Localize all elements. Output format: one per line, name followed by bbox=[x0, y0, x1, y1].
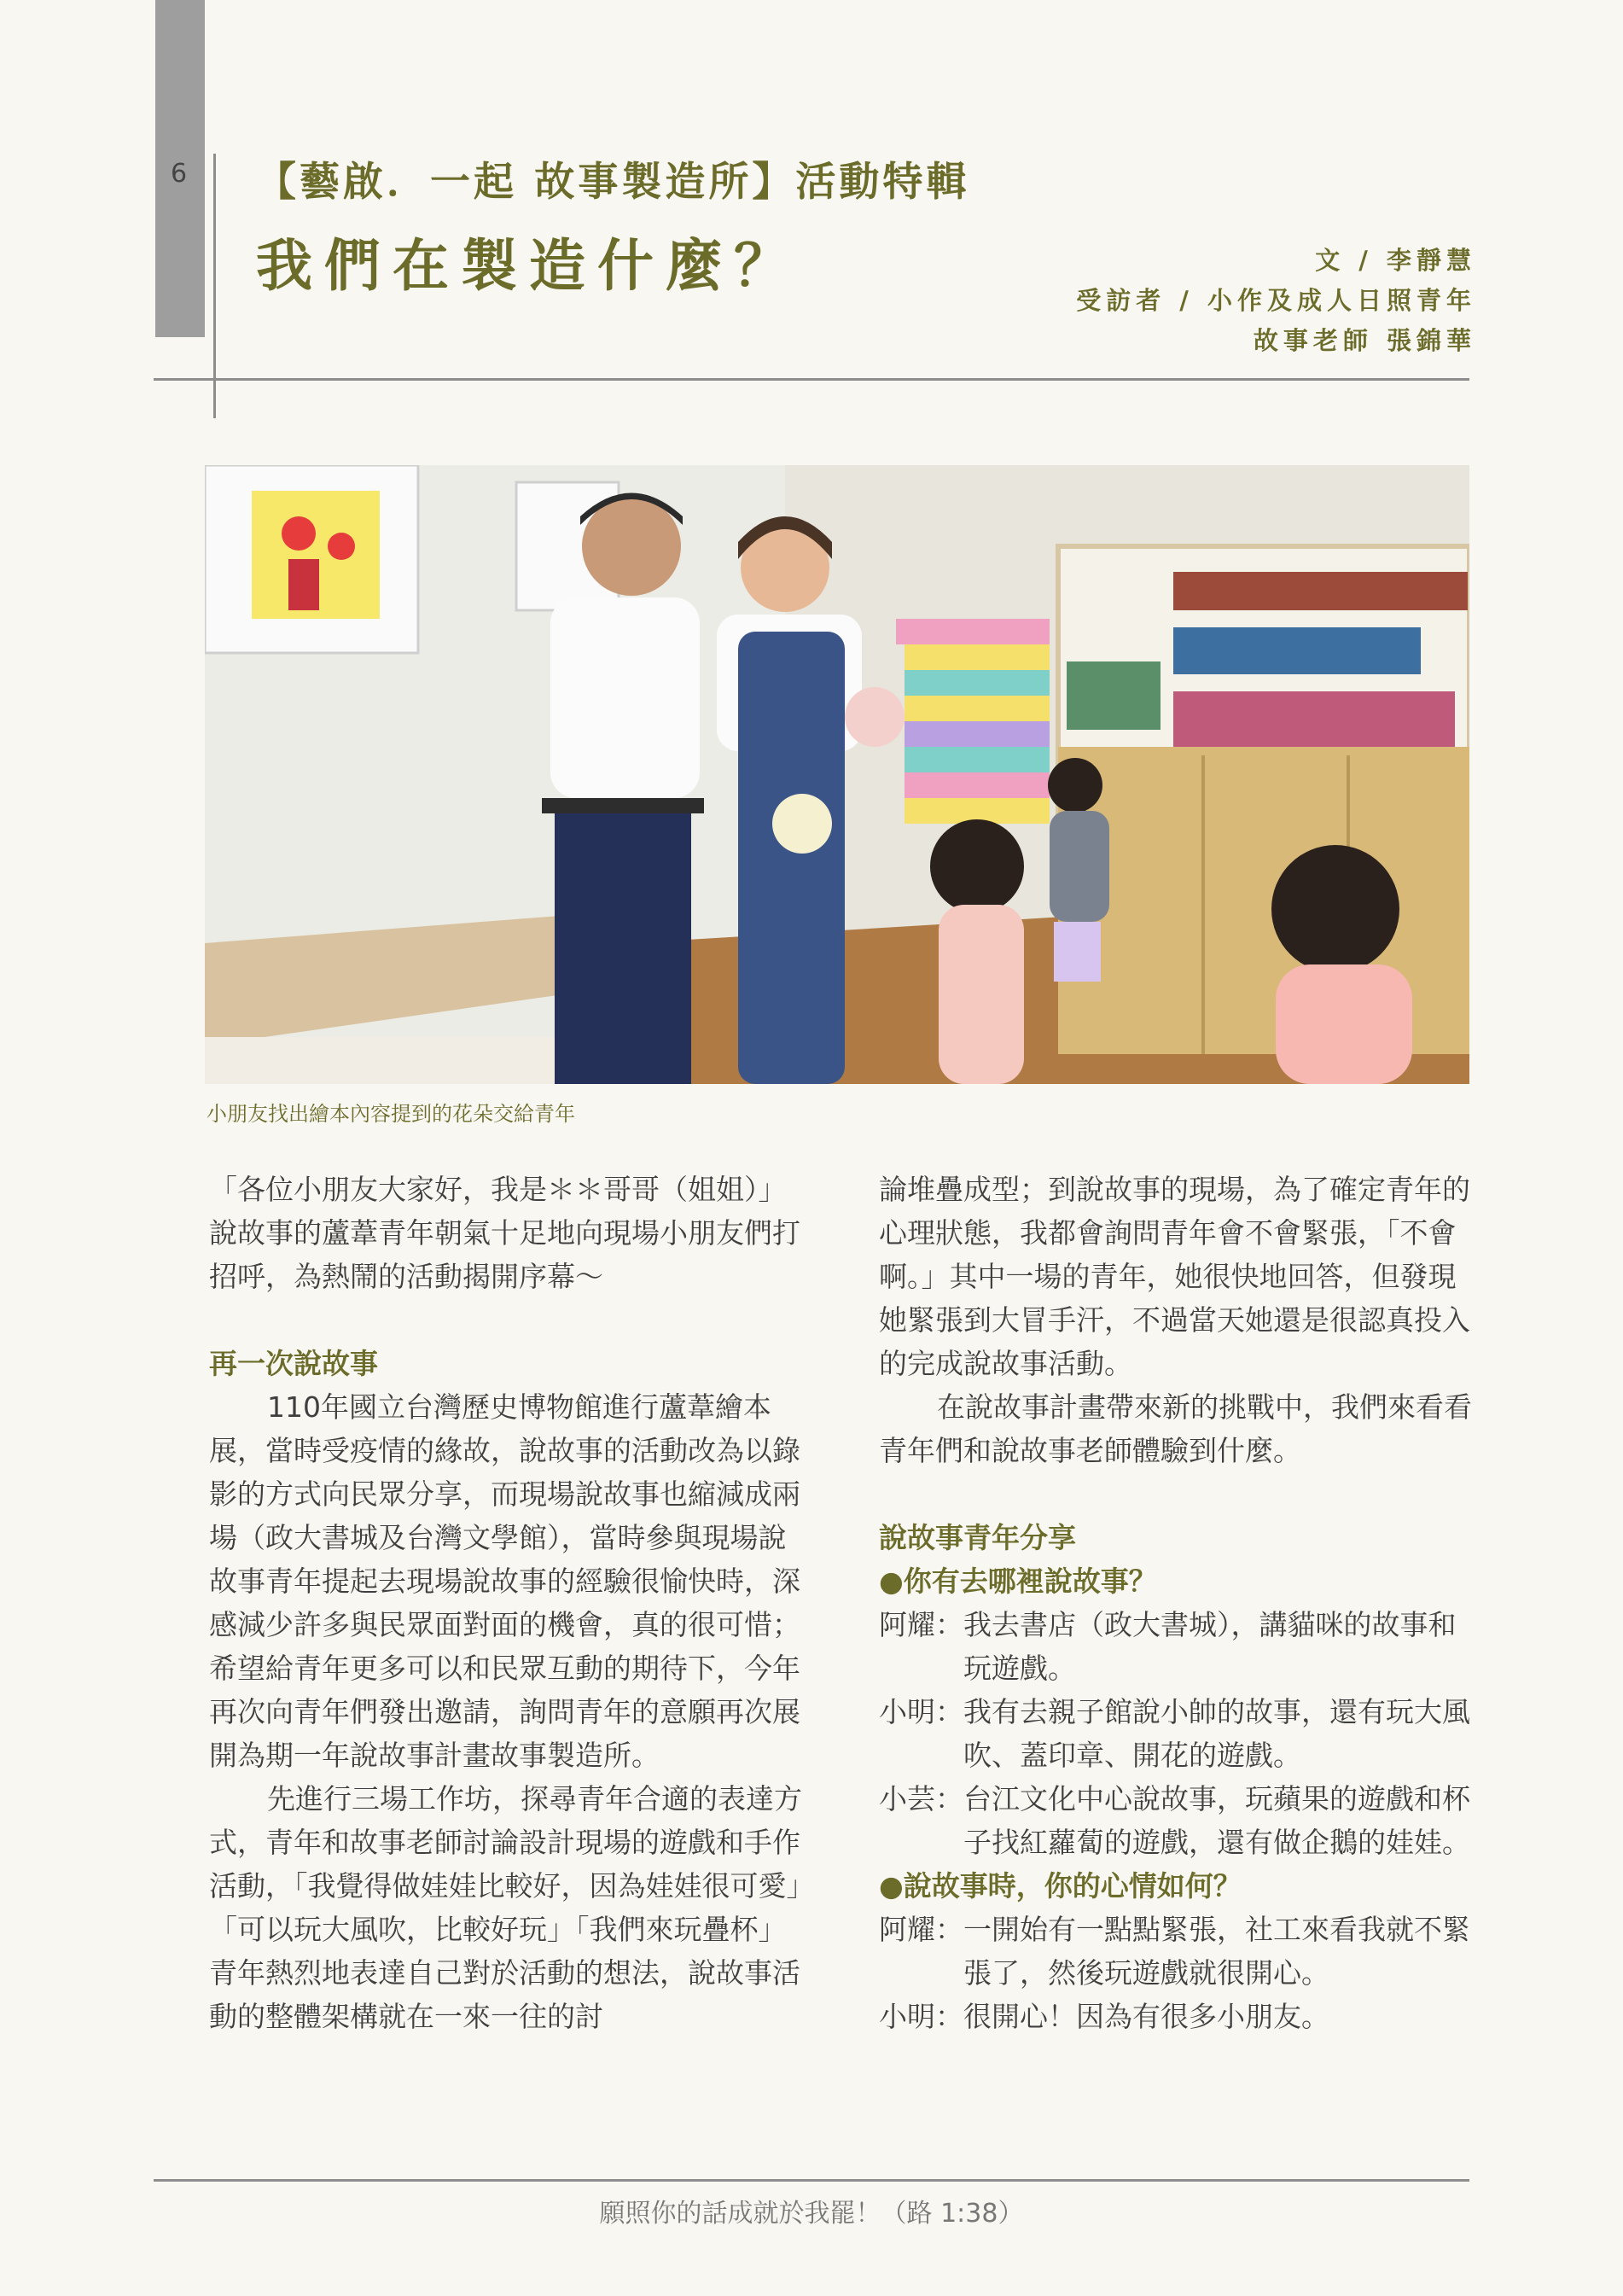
body-paragraph-3: 論堆疊成型；到說故事的現場，為了確定青年的心理狀態，我都會詢問青年會不會緊張，「不會啊。」其中一場的青年，她很快地回答，但發現她緊張到大冒手汗，不過當天她還是很認真投入的完成說故事活動。 bbox=[879, 1173, 1470, 1380]
footer-verse: 願照你的話成就於我罷！（路 1:38） bbox=[599, 2199, 1024, 2229]
question-feeling: ●說故事時，你的心情如何？ bbox=[879, 1869, 1242, 1903]
answer-row bbox=[879, 1908, 1476, 1995]
answer-text: 一開始有一點點緊張，社工來看我就不緊張了，然後玩遊戲就很開心。 bbox=[963, 1913, 1470, 1990]
speaker-name: 阿耀： bbox=[879, 1608, 963, 1641]
header-rule bbox=[154, 378, 1469, 381]
answer-row bbox=[879, 1690, 1476, 1777]
answer-text: 很開心！因為有很多小朋友。 bbox=[963, 2000, 1329, 2033]
event-photo bbox=[205, 465, 1469, 1084]
body-paragraph-4: 在說故事計畫帶來新的挑戰中，我們來看看青年們和說故事老師體驗到什麼。 bbox=[879, 1390, 1472, 1467]
footer-rule bbox=[154, 2179, 1469, 2182]
body-paragraph-1: 110年國立台灣歷史博物館進行蘆葦繪本展，當時受疫情的緣故，說故事的活動改為以錄影的方式向民眾分享，而現場說故事也縮減成兩場（政大書城及台灣文學館），當時參與現場說故事青年提起去現場說故事的經驗很愉快時，深感減少許多與民眾面對面的機會，真的很可惜；希望給青年更多可以和民眾互動的期待下，今年再次向青年們發出邀請，詢問青年的意願再次展開為期一年說故事計畫故事製造所。 bbox=[209, 1390, 800, 1772]
speaker-name: 小明： bbox=[879, 2000, 963, 2033]
speaker-name: 小明： bbox=[879, 1695, 963, 1728]
question-where: ●你有去哪裡說故事？ bbox=[879, 1565, 1157, 1598]
byline-interviewee: 受訪者 / 小作及成人日照青年 bbox=[1076, 286, 1476, 315]
answer-row bbox=[879, 1603, 1476, 1690]
column-right bbox=[879, 1168, 1476, 2038]
byline-teacher: 故事老師 張錦華 bbox=[1253, 326, 1476, 355]
column-left bbox=[209, 1168, 806, 2038]
page-number: 6 bbox=[171, 159, 188, 189]
speaker-name: 小芸： bbox=[879, 1782, 963, 1815]
speaker-name: 阿耀： bbox=[879, 1913, 963, 1946]
section-heading-share: 說故事青年分享 bbox=[879, 1521, 1076, 1554]
page-title: 我們在製造什麼？ bbox=[256, 233, 802, 299]
answer-text: 台江文化中心說故事，玩蘋果的遊戲和杯子找紅蘿蔔的遊戲，還有做企鵝的娃娃。 bbox=[963, 1782, 1470, 1859]
answer-text: 我有去親子館說小帥的故事，還有玩大風吹、蓋印章、開花的遊戲。 bbox=[963, 1695, 1470, 1772]
intro-paragraph: 「各位小朋友大家好，我是＊＊哥哥（姐姐）」說故事的蘆葦青年朝氣十足地向現場小朋友們打招呼，為熱鬧的活動揭開序幕～ bbox=[209, 1173, 800, 1293]
answer-row bbox=[879, 1777, 1476, 1864]
photo-caption: 小朋友找出繪本內容提到的花朵交給青年 bbox=[207, 1102, 575, 1126]
body-paragraph-2: 先進行三場工作坊，探尋青年合適的表達方式，青年和故事老師討論設計現場的遊戲和手作活動，「我覺得做娃娃比較好，因為娃娃很可愛」「可以玩大風吹，比較好玩」「我們來玩疊杯」青年熱烈地表達自己對於活動的想法，說故事活動的整體架構就在一來一往的討 bbox=[209, 1782, 802, 2033]
byline-author: 文 / 李靜慧 bbox=[1315, 246, 1476, 275]
section-heading-retell: 再一次說故事 bbox=[209, 1347, 378, 1380]
answer-text: 我去書店（政大書城），講貓咪的故事和玩遊戲。 bbox=[963, 1608, 1457, 1685]
answer-row bbox=[879, 1995, 1476, 2038]
series-title: 【藝啟．一起 故事製造所】活動特輯 bbox=[256, 159, 970, 206]
